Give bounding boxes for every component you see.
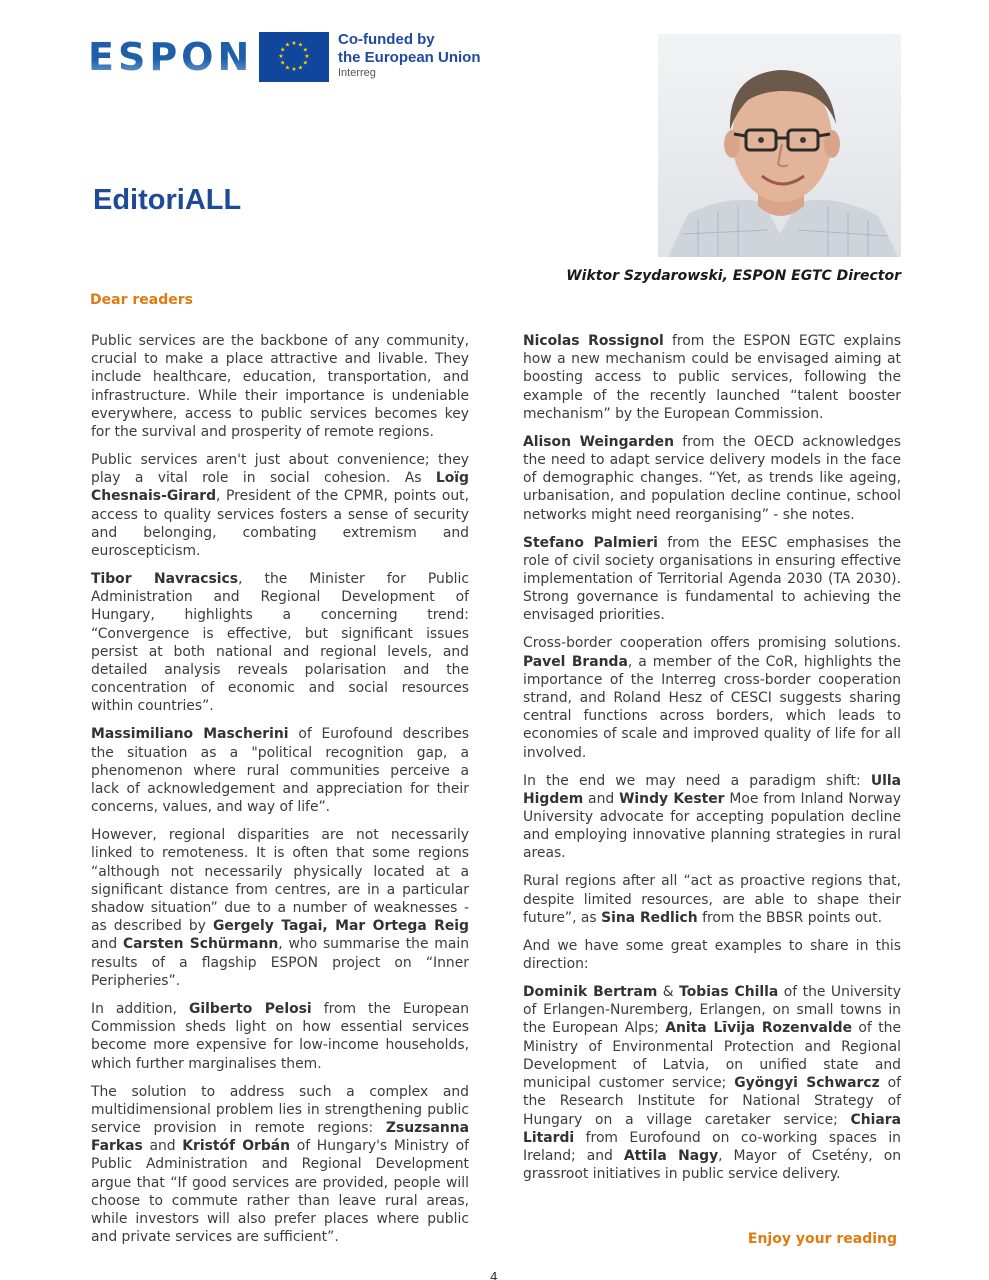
- text-run: from the ESPON EGTC explains how a new mechanism could be envisaged aiming at boosting access to public services, following the example of the recently launched “talent booster mechanism” by the European Commission.: [523, 333, 901, 422]
- paragraph: [523, 872, 901, 927]
- eu-line-1: Co-funded by: [338, 31, 435, 48]
- paragraph: [91, 725, 469, 816]
- right-column: [523, 332, 901, 1193]
- bold-name: Sina Redlich: [601, 909, 698, 926]
- svg-text:★: ★: [297, 41, 304, 49]
- bold-name: Kristóf Orbán: [182, 1138, 291, 1155]
- text-run: Rural regions after all “act as proactive regions that, despite limited resources, are able to shape their future”, as: [523, 873, 901, 926]
- bold-name: Alison Weingarden: [523, 433, 674, 450]
- paragraph: [523, 983, 901, 1183]
- bold-name: Gilberto Pelosi: [188, 1000, 312, 1017]
- bold-name: Anita Līvija Rozenvalde: [665, 1020, 853, 1037]
- svg-text:★: ★: [297, 64, 304, 72]
- text-run: &: [657, 984, 680, 1001]
- bold-name: Dominik Bertram: [523, 984, 658, 1001]
- paragraph: [91, 1000, 469, 1073]
- svg-text:★: ★: [280, 59, 286, 67]
- text-run: Public services are the backbone of any community, crucial to make a place attractive and livable. They include healthcare, education, transportation, and infrastructure. While their importance is undeniable everywhere, access to public services becomes key for the survival and prosperity of remote regions.: [91, 333, 469, 441]
- text-run: Public services aren't just about convenience; they play a vital role in social cohesion. As: [91, 452, 469, 487]
- paragraph: [91, 1083, 469, 1247]
- bold-name: Ulla Higdem: [523, 772, 901, 807]
- paragraph: [91, 332, 469, 441]
- text-run: However, regional disparities are not necessarily linked to remoteness. It is often that some regions “although not necessarily physically located at a significant distance from centres, are in a particular shadow situation” due to a number of weaknesses - as described by: [91, 827, 469, 935]
- text-run: from the OECD acknowledges the need to adapt service delivery models in the face of demographic changes. “Yet, as trends like ageing, urbanisation, and population decline continue, school networks might need reorganising” - she notes.: [523, 433, 901, 523]
- svg-text:★: ★: [302, 59, 308, 67]
- text-run: from the EESC emphasises the role of civil society organisations in ensuring effective implementation of Territorial Agenda 2030 (TA 2030). Strong governance is fundamental to achieving the envisaged priorities.: [523, 534, 901, 624]
- espon-logo: ESPON: [88, 35, 254, 79]
- svg-text:★: ★: [284, 41, 291, 49]
- bold-name: Massimiliano Mascherini: [91, 726, 289, 743]
- svg-text:★: ★: [284, 64, 291, 72]
- text-run: , President of the CPMR, points out, access to quality services fosters a sense of security and belonging, combating extremism and euroscepticism.: [91, 488, 469, 560]
- bold-name: Nicolas Rossignol: [523, 333, 664, 349]
- text-run: Cross-border cooperation offers promising solutions.: [523, 635, 901, 652]
- text-run: from the European Commission sheds light on how essential services become more expensive for low-income households, which further marginalises them.: [91, 1000, 470, 1072]
- paragraph: [91, 570, 469, 716]
- text-run: from the BBSR points out.: [697, 909, 882, 926]
- text-run: , the Minister for Public Administration and Regional Development of Hungary, highlights a concerning trend: “Convergence is effective, but significant issues persist at both national and regional levels, and detailed analysis reveals polarisation and the concentration of economic and social resources within countries”.: [91, 571, 470, 715]
- text-run: In the end we may need a paradigm shift:: [523, 772, 871, 789]
- svg-text:★: ★: [291, 40, 297, 47]
- bold-name: Loïg Chesnais-Girard: [91, 470, 469, 505]
- svg-text:★: ★: [304, 53, 310, 60]
- text-run: The solution to address such a complex and multidimensional problem lies in strengthening public service provision in remote regions:: [91, 1083, 469, 1136]
- eu-flag-icon: [259, 32, 329, 82]
- bold-name: Tobias Chilla: [679, 984, 779, 1001]
- text-run: of the Research Institute for National Strategy of Hungary on a village caretaker service;: [523, 1075, 901, 1128]
- paragraph: [523, 534, 901, 625]
- text-run: And we have some great examples to share in this direction:: [523, 937, 901, 973]
- text-run: , a member of the CoR, highlights the importance of the Interreg cross-border cooperation strand, and Roland Hesz of CESCI suggests sharing central functions across borders, which leads to economies of scale and improved quality of life for all involved.: [523, 653, 901, 761]
- bold-name: Pavel Branda: [523, 653, 628, 670]
- director-photo: [658, 34, 901, 257]
- eu-cofunded-label: [338, 31, 508, 79]
- left-column: [91, 332, 469, 1256]
- photo-caption: Wiktor Szydarowski, ESPON EGTC Director: [566, 268, 901, 284]
- bold-name: Carsten Schürmann: [122, 936, 279, 953]
- text-run: of Eurofound describes the situation as a "political recognition gap, a phenomenon where rural communities perceive a lack of acknowledgement and appreciation for their concerns, values, and way of life”.: [91, 726, 470, 816]
- text-run: from Eurofound on co-working spaces in Ireland; and: [523, 1129, 901, 1164]
- eu-line-2: the European Union: [338, 49, 481, 66]
- svg-text:★: ★: [278, 53, 284, 60]
- text-run: of the University of Erlangen-Nuremberg, Erlangen, on small towns in the European Alps;: [523, 984, 901, 1037]
- svg-text:★: ★: [291, 66, 297, 73]
- paragraph: [91, 826, 469, 990]
- paragraph: [523, 634, 901, 761]
- header-logos: [88, 32, 508, 82]
- bold-name: Stefano Palmieri: [523, 534, 658, 551]
- paragraph: [523, 772, 901, 863]
- text-run: and: [142, 1138, 183, 1155]
- bold-name: Tibor Navracsics: [91, 571, 239, 588]
- bold-name: Chiara Litardi: [523, 1111, 901, 1146]
- bold-name: Gyöngyi Schwarcz: [734, 1075, 880, 1092]
- paragraph: [91, 451, 469, 560]
- text-run: of Hungary's Ministry of Public Administration and Regional Development argue that “If good services are provided, people will choose to commute rather than leave rural areas, while investors will also prefer places where public and private services are sufficient”.: [91, 1138, 469, 1246]
- paragraph: [523, 937, 901, 973]
- bold-name: Attila Nagy: [623, 1147, 719, 1164]
- svg-text:★: ★: [302, 46, 308, 54]
- text-run: , who summarise the main results of a flagship ESPON project on “Inner Peripheries”.: [91, 936, 469, 989]
- page-number: 4: [490, 1270, 498, 1280]
- greeting: Dear readers: [90, 292, 193, 308]
- bold-name: Windy Kester: [619, 790, 725, 807]
- paragraph: [523, 433, 901, 524]
- svg-text:★: ★: [280, 46, 286, 54]
- bold-name: Gergely Tagai, Mar Ortega Reig: [212, 918, 469, 935]
- text-run: Moe from Inland Norway University advocate for accepting population decline and employing innovative planning strategies in rural areas.: [523, 790, 901, 862]
- page-title: EditoriALL: [93, 184, 242, 216]
- text-run: and: [583, 790, 620, 807]
- text-run: In addition,: [91, 1000, 189, 1017]
- text-run: of the Ministry of Environmental Protection and Regional Development of Latvia, on unified state and municipal customer service;: [523, 1020, 901, 1092]
- signoff: Enjoy your reading: [747, 1231, 897, 1247]
- paragraph: [523, 332, 901, 423]
- bold-name: Zsuzsanna Farkas: [91, 1119, 469, 1155]
- text-run: and: [91, 936, 123, 953]
- eu-interreg: Interreg: [338, 67, 376, 79]
- text-run: , Mayor of Csetény, on grassroot initiatives in public service delivery.: [523, 1147, 901, 1183]
